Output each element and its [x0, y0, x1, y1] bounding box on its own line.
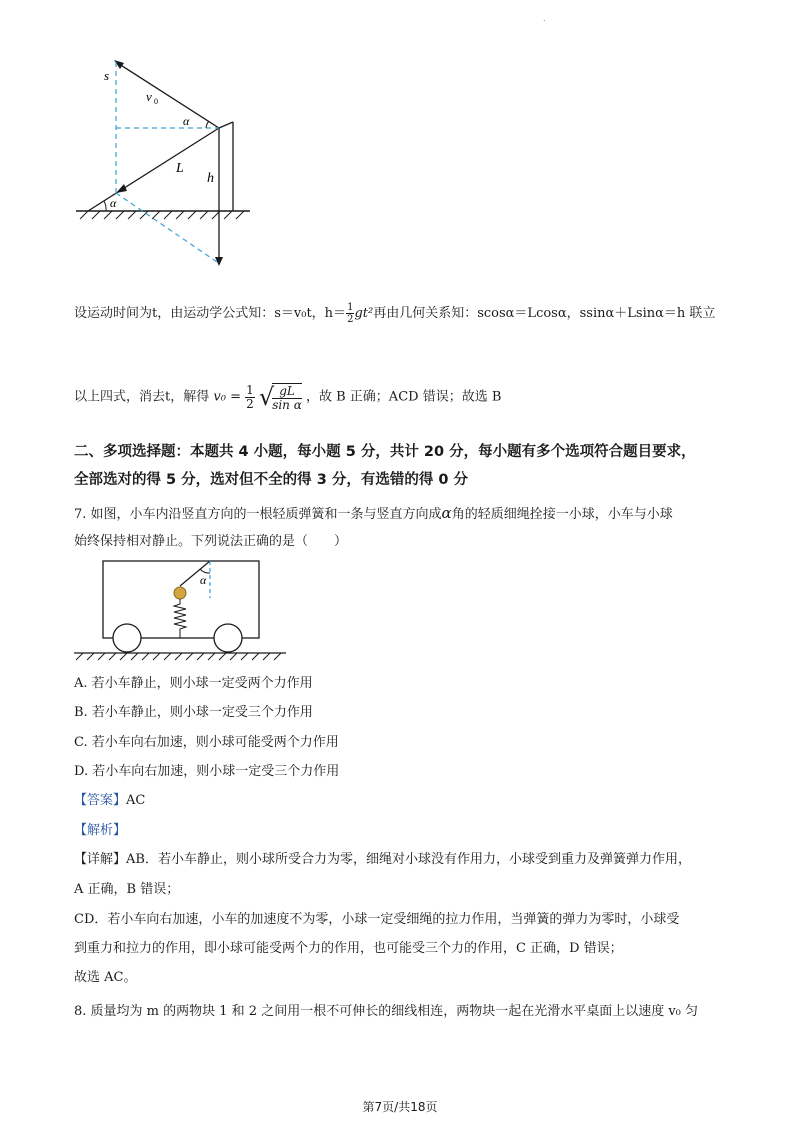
- solution-line-1: [74, 302, 744, 325]
- sqrt-sign: √: [258, 383, 275, 411]
- label-s: s: [104, 68, 110, 83]
- q7-detail-line-1: [74, 850, 744, 870]
- solution-line-2-end: ，故 B 正确；ACD 错误；故选 B: [305, 389, 502, 405]
- q7-detail-line-4: 到重力和拉力的作用，即小球可能受两个力的作用，也可能受三个力的作用，C 正确，D 错误；: [74, 941, 623, 956]
- q7-option-a: A. 若小车静止，则小球一定受两个力作用: [74, 676, 313, 691]
- page-footer: 第7页/共18页: [362, 1100, 438, 1114]
- q7-detail-line-5: 故选 AC。: [74, 970, 137, 985]
- label-v0: v: [146, 89, 152, 104]
- detail-tag: 【详解】: [74, 852, 127, 867]
- formula-half: [245, 384, 255, 411]
- cart-label-alpha: α: [200, 573, 207, 587]
- solution-line-1-mid: gt²: [354, 306, 374, 321]
- sqrt-content: [272, 383, 302, 412]
- formula-num: 1: [246, 382, 254, 397]
- q7-stem-line-1: [74, 503, 744, 525]
- q7-stem-alpha: α: [441, 504, 452, 522]
- sqrt-num: gL: [272, 385, 302, 399]
- q7-stem-line-2: 始终保持相对静止。下列说法正确的是（ ）: [74, 534, 348, 549]
- q7-option-d: D. 若小车向右加速，则小球一定受三个力作用: [74, 764, 340, 779]
- formula-den: 2: [246, 396, 254, 411]
- frac-den: 2: [347, 314, 354, 325]
- corner-mark: .: [543, 14, 546, 23]
- q7-answer: [74, 791, 744, 811]
- answer-value: AC: [126, 793, 146, 808]
- frac-num: 1: [347, 302, 354, 313]
- label-L: L: [176, 161, 184, 176]
- solution-line-1-a: 设运动时间为t，由运动学公式知：s＝v₀t，h＝: [74, 306, 347, 321]
- q7-stem-b: 角的轻质细绳拴接一小球，小车与小球: [451, 507, 673, 522]
- solution-line-2: [74, 382, 744, 418]
- label-alpha-top: α: [183, 114, 190, 128]
- answer-tag: 【答案】: [74, 793, 127, 808]
- projectile-diagram: [0, 0, 800, 280]
- analysis-tag: 【解析】: [74, 823, 127, 838]
- section-heading-line-1: 二、多项选择题：本题共 4 小题，每小题 5 分，共计 20 分，每小题有多个选项符合题目要求，: [74, 444, 696, 460]
- q7-detail-line-3: CD．若小车向右加速，小车的加速度不为零，小球一定受细绳的拉力作用，当弹簧的弹力为零时，小球受: [74, 912, 680, 927]
- formula-lhs: v₀ =: [213, 389, 241, 405]
- section-heading-line-2: 全部选对的得 5 分，选对但不全的得 3 分，有选错的得 0 分: [74, 472, 469, 488]
- label-h: h: [207, 171, 214, 186]
- q7-option-c: C. 若小车向右加速，则小球可能受两个力作用: [74, 735, 339, 750]
- label-alpha-bottom: α: [110, 196, 117, 210]
- q7-detail-line-2: A 正确，B 错误；: [74, 882, 180, 897]
- q7-option-b: B. 若小车静止，则小球一定受三个力作用: [74, 705, 313, 720]
- detail-line-1-text: AB．若小车静止，则小球所受合力为零，细绳对小球没有作用力，小球受到重力及弹簧弹力作用，: [126, 852, 691, 867]
- solution-line-2-start: 以上四式，消去t，解得: [74, 389, 210, 405]
- q7-analysis: [74, 821, 744, 841]
- label-v0-sub: 0: [154, 97, 158, 106]
- sqrt-den: sin α: [272, 397, 302, 412]
- cart-diagram: [0, 556, 800, 676]
- q8-stem-line-1: 8. 质量均为 m 的两物块 1 和 2 之间用一根不可伸长的细线相连，两物块一起在光滑水平桌面上以速度 v₀ 匀: [74, 1004, 699, 1019]
- solution-line-1-rest: 再由几何关系知：scosα＝Lcosα，ssinα＋Lsinα＝h 联立: [373, 306, 716, 321]
- q7-stem-a: 7. 如图，小车内沿竖直方向的一根轻质弹簧和一条与竖直方向成: [74, 507, 442, 522]
